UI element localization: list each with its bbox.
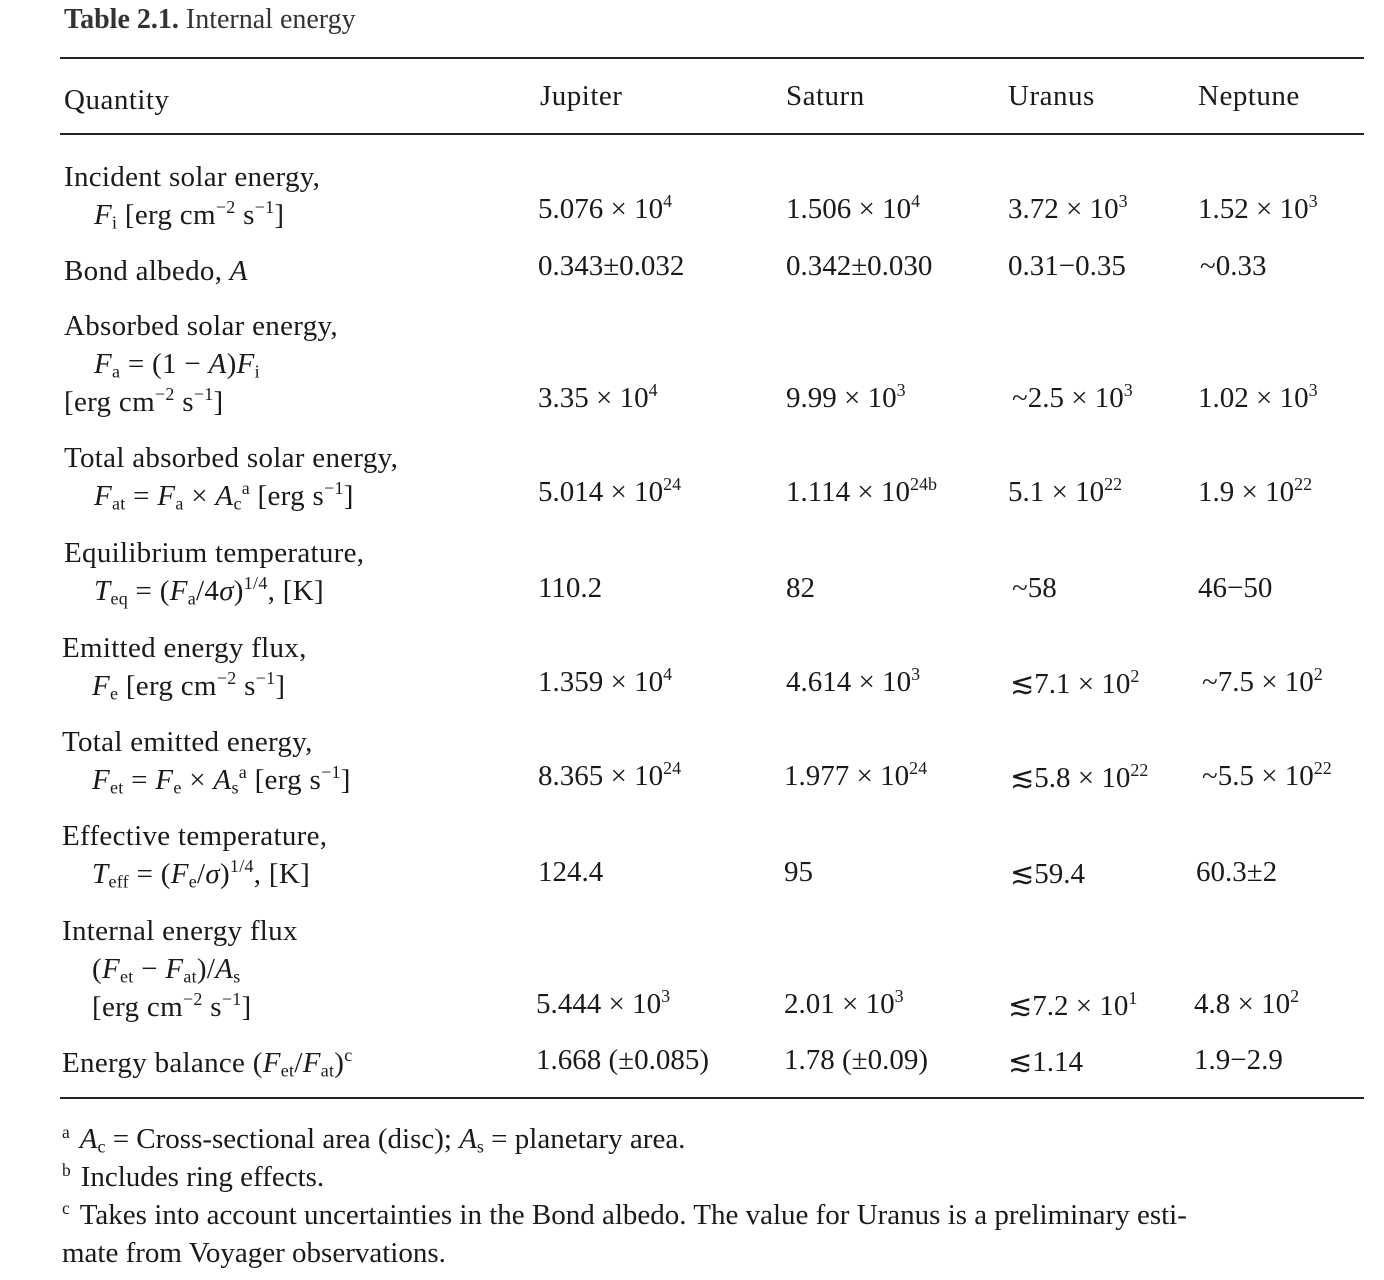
- caption-title: Internal energy: [185, 4, 356, 35]
- cell-saturn: 82: [786, 572, 815, 604]
- cell-neptune: 1.9−2.9: [1194, 1044, 1283, 1076]
- cell-uranus: ≲5.8 × $10^{22}$: [1010, 760, 1149, 794]
- cell-uranus: ~58: [1012, 572, 1057, 604]
- row-label-line: Absorbed solar energy,: [64, 310, 338, 342]
- row-label-line: Effective temperature,: [62, 820, 328, 852]
- row-label-formula: $(F_{et} - F_{at})/A_s$: [92, 953, 241, 987]
- table-row-label: [62, 1044, 353, 1082]
- cell-saturn: $2.01 \times 10^3$: [784, 986, 904, 1020]
- cell-uranus: ≲1.14: [1008, 1046, 1084, 1078]
- cell-uranus: ≲7.1 × $10^2$: [1010, 666, 1140, 700]
- cell-neptune: ~5.5 × $10^{22}$: [1202, 758, 1332, 792]
- cell-jupiter: 110.2: [538, 572, 603, 604]
- table-row-label: [62, 629, 307, 705]
- cell-saturn: 0.342±0.030: [786, 250, 933, 282]
- footnote-c: $^c$ Takes into account uncertainties in the Bond albedo. The value for Uranus is a preliminary esti-: [62, 1197, 1187, 1231]
- table-row-label: [62, 723, 351, 799]
- cell-saturn: 1.78 (±0.09): [784, 1044, 928, 1076]
- row-label-line: Bond albedo, A: [64, 255, 248, 287]
- row-label-formula: $F_e$ [erg $cm^{-2}$ $s^{-1}$]: [92, 668, 286, 704]
- cell-jupiter: 124.4: [538, 856, 604, 888]
- cell-uranus: ~2.5 × $10^3$: [1012, 380, 1133, 414]
- table-row-label: [62, 912, 298, 1026]
- row-label-formula: $F_{et} = F_e \times A_s^a$ [erg $s^{-1}$]: [92, 762, 351, 798]
- table-row-label: [64, 439, 398, 515]
- cell-jupiter: $5.014 \times 10^{24}$: [538, 474, 682, 508]
- column-header-uranus: Uranus: [1008, 80, 1095, 112]
- row-label-formula: $F_{at} = F_a \times A_c^a$ [erg $s^{-1}$]: [94, 478, 354, 514]
- cell-jupiter: $1.359 \times 10^4$: [538, 664, 673, 698]
- cell-neptune: ~0.33: [1200, 250, 1267, 282]
- caption-label: Table 2.1.: [64, 4, 179, 35]
- row-label-line: Emitted energy flux,: [62, 632, 307, 664]
- row-label-formula: $F_i$ [erg $cm^{-2}$ $s^{-1}$]: [94, 197, 285, 233]
- cell-neptune: 60.3±2: [1196, 856, 1278, 888]
- row-label-units: [erg $cm^{-2}$ $s^{-1}$]: [64, 384, 224, 418]
- table-row-label: [64, 307, 338, 421]
- row-label-line: Incident solar energy,: [64, 161, 321, 193]
- cell-saturn: $1.977 \times 10^{24}$: [784, 758, 928, 792]
- cell-uranus: $3.72 \times 10^3$: [1008, 191, 1128, 225]
- table-row-label: [64, 158, 320, 234]
- cell-neptune: ~7.5 × $10^2$: [1202, 664, 1323, 698]
- cell-neptune: $1.9 \times 10^{22}$: [1198, 474, 1313, 508]
- row-label-formula: $T_{eq} = (F_a/4\sigma)^{1/4}$, [K]: [94, 573, 324, 609]
- cell-jupiter: $5.076 \times 10^4$: [538, 191, 673, 225]
- cell-jupiter: 0.343±0.032: [538, 250, 685, 282]
- column-header-neptune: Neptune: [1198, 80, 1300, 112]
- row-label-line: Total absorbed solar energy,: [64, 442, 399, 474]
- cell-neptune: $1.02 \times 10^3$: [1198, 380, 1318, 414]
- cell-uranus: ≲59.4: [1010, 858, 1086, 890]
- cell-neptune: 46−50: [1198, 572, 1273, 604]
- footnote-b: $^b$ Includes ring effects.: [62, 1159, 325, 1193]
- header-rule: [60, 133, 1364, 135]
- top-rule: [60, 57, 1364, 59]
- cell-jupiter: $8.365 \times 10^{24}$: [538, 758, 682, 792]
- cell-saturn: $4.614 \times 10^3$: [786, 664, 921, 698]
- cell-uranus: 0.31−0.35: [1008, 250, 1126, 282]
- table-row-label: [62, 817, 327, 893]
- cell-neptune: $1.52 \times 10^3$: [1198, 191, 1318, 225]
- row-label-formula: $T_{eff} = (F_e/\sigma)^{1/4}$, [K]: [92, 856, 311, 892]
- column-header-saturn: Saturn: [786, 80, 865, 112]
- cell-saturn: $9.99 \times 10^3$: [786, 380, 906, 414]
- cell-saturn: $1.114 \times 10^{24b}$: [786, 474, 937, 508]
- bottom-rule: [60, 1097, 1364, 1099]
- cell-uranus: $5.1 \times 10^{22}$: [1008, 474, 1123, 508]
- column-header-jupiter: Jupiter: [540, 80, 623, 112]
- cell-jupiter: $3.35 \times 10^4$: [538, 380, 658, 414]
- row-label-line: Internal energy flux: [62, 915, 298, 947]
- cell-uranus: ≲7.2 × $10^1$: [1008, 988, 1138, 1022]
- cell-saturn: $1.506 \times 10^4$: [786, 191, 921, 225]
- row-label-units: [erg $cm^{-2}$ $s^{-1}$]: [92, 989, 252, 1023]
- column-header-quantity: Quantity: [64, 84, 170, 116]
- row-label-line: Energy balance $(F_{et}/F_{at})^c$: [62, 1045, 353, 1081]
- cell-saturn: 95: [784, 856, 813, 888]
- cell-jupiter: $5.444 \times 10^3$: [536, 986, 671, 1020]
- cell-neptune: $4.8 \times 10^2$: [1194, 986, 1300, 1020]
- row-label-formula: $F_a = (1 - A)F_i$: [94, 348, 260, 382]
- footnote-c-continued: mate from Voyager observations.: [62, 1237, 446, 1269]
- table-row-label: [64, 252, 248, 290]
- row-label-line: Equilibrium temperature,: [64, 537, 365, 569]
- table-row-label: [64, 534, 364, 610]
- cell-jupiter: 1.668 (±0.085): [536, 1044, 709, 1076]
- table-caption: [64, 4, 356, 36]
- footnote-a: $^a$ $A_c$ = Cross-sectional area (disc); $A_s$ = planetary area.: [62, 1121, 686, 1157]
- row-label-line: Total emitted energy,: [62, 726, 313, 758]
- footnotes: [62, 1120, 1362, 1272]
